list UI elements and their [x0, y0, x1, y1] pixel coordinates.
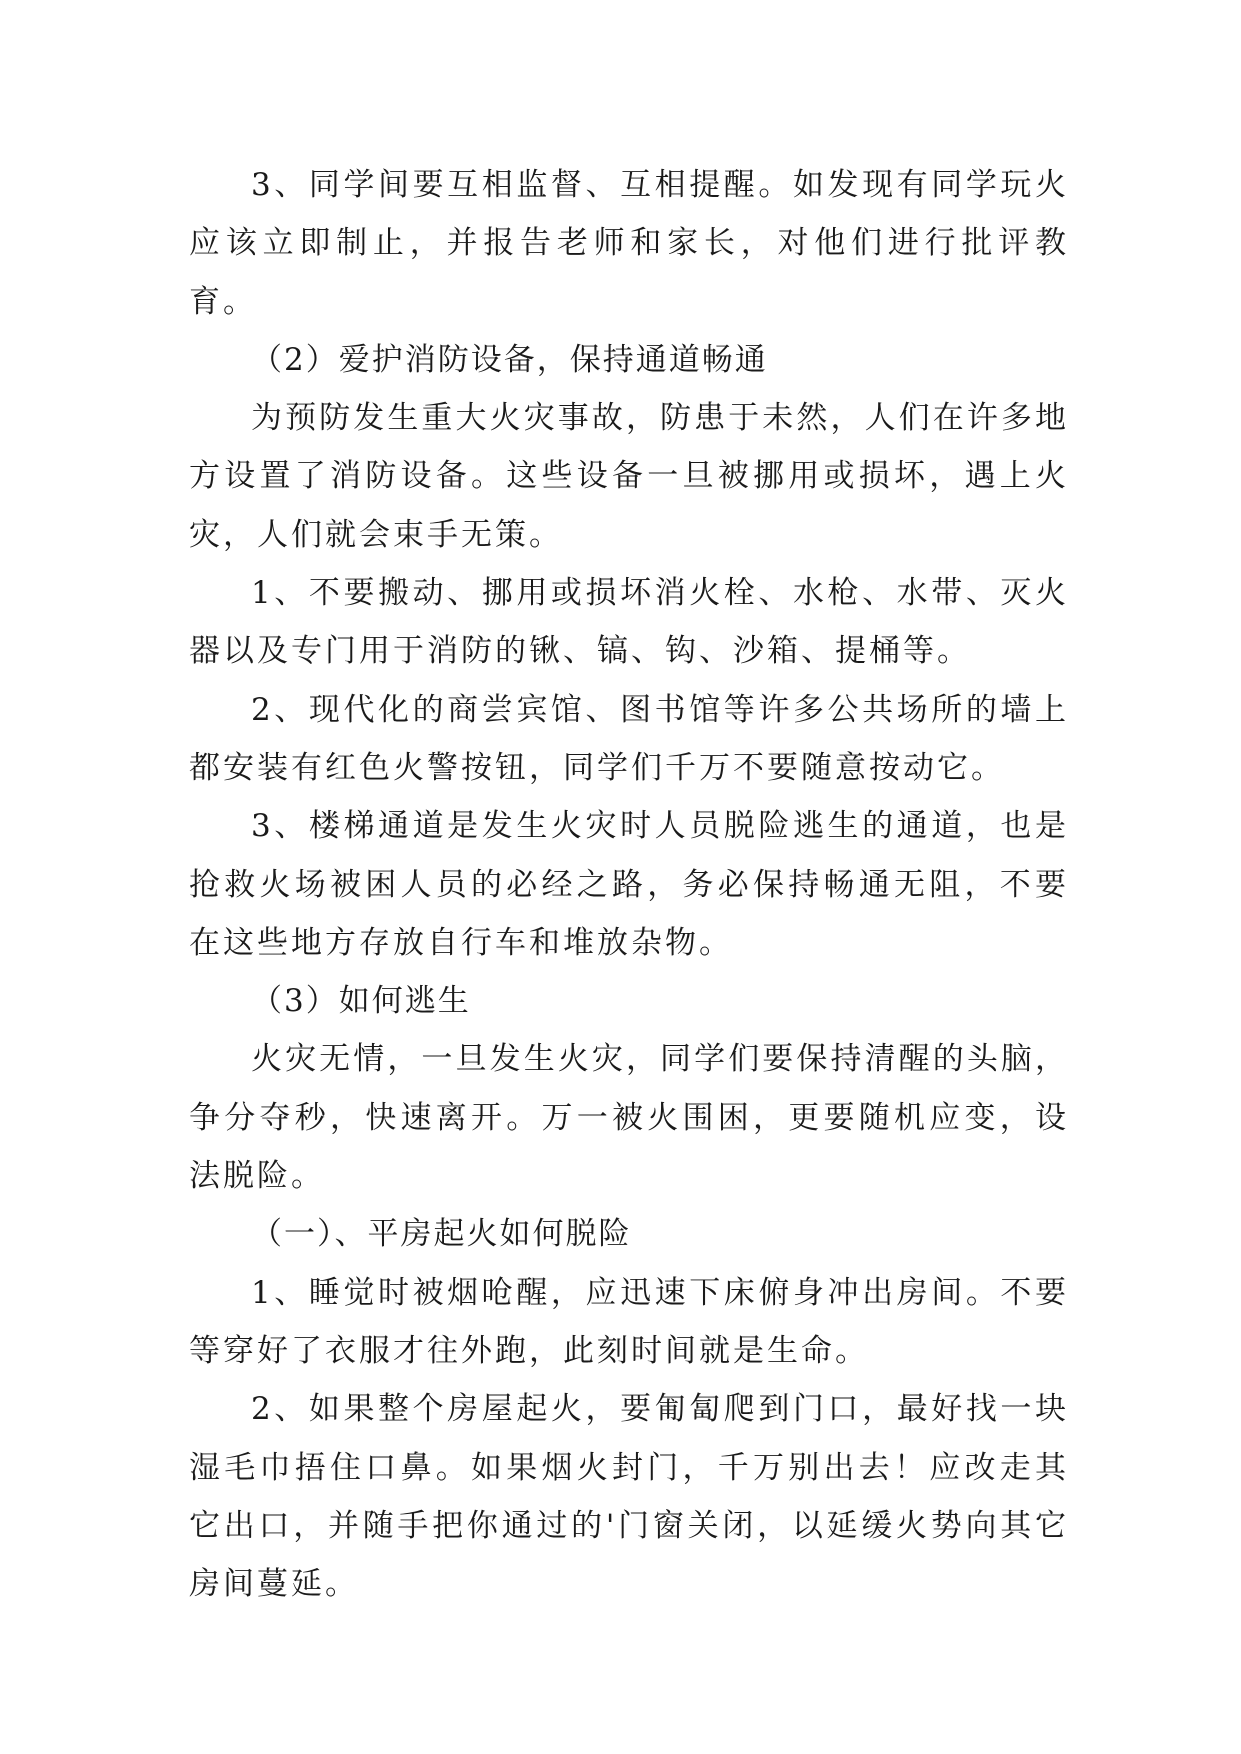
paragraph-fire-equipment-intro: 为预防发生重大火灾事故，防患于未然，人们在许多地方设置了消防设备。这些设备一旦被挪用或损坏，遇上火灾，人们就会束手无策。: [189, 400, 1069, 553]
document-body: [189, 156, 1069, 1613]
paragraph-alarm-button: 2、现代化的商尝宾馆、图书馆等许多公共场所的墙上都安装有红色火警按钮，同学们千万不要随意按动它。: [189, 691, 1069, 786]
section-heading-escape: （3）如何逃生: [251, 983, 471, 1020]
subsection-heading-bungalow-fire: （一）、平房起火如何脱险: [251, 1216, 632, 1253]
paragraph-stairway-clear: 3、楼梯通道是发生火灾时人员脱险逃生的通道，也是抢救火场被困人员的必经之路，务必保持畅通无阻，不要在这些地方存放自行车和堆放杂物。: [189, 808, 1069, 961]
paragraph-mutual-supervision: 3、同学间要互相监督、互相提醒。如发现有同学玩火应该立即制止，并报告老师和家长，对他们进行批评教育。: [189, 167, 1069, 320]
paragraph-escape-intro: 火灾无情，一旦发生火灾，同学们要保持清醒的头脑，争分夺秒，快速离开。万一被火围困，更要随机应变，设法脱险。: [189, 1041, 1069, 1195]
paragraph-do-not-move-equipment: 1、不要搬动、挪用或损坏消火栓、水枪、水带、灭火器以及专门用于消防的锹、镐、钩、沙箱、提桶等。: [189, 575, 1069, 670]
paragraph-whole-house-fire: 2、如果整个房屋起火，要匍匐爬到门口，最好找一块湿毛巾捂住口鼻。如果烟火封门，千万别出去！应改走其它出口，并随手把你通过的'门窗关闭，以延缓火势向其它房间蔓延。: [189, 1391, 1069, 1603]
section-heading-protect-equipment: （2）爱护消防设备，保持通道畅通: [251, 341, 768, 378]
paragraph-woken-by-smoke: 1、睡觉时被烟呛醒，应迅速下床俯身冲出房间。不要等穿好了衣服才往外跑，此刻时间就是生命。: [189, 1274, 1069, 1369]
